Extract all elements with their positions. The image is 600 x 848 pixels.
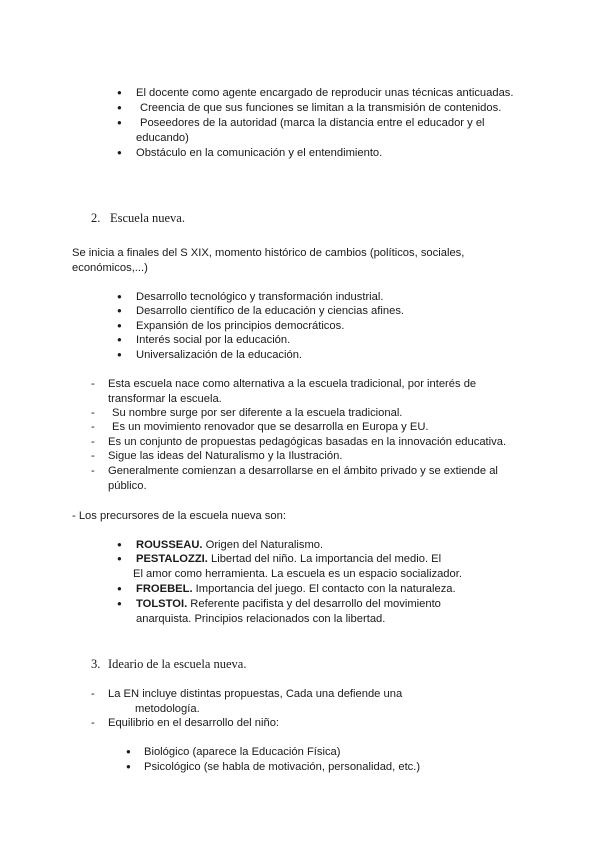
section-2-number: 2. bbox=[91, 211, 101, 225]
bullet-icon: ● bbox=[117, 321, 122, 330]
list-item: El docente como agente encargado de reproducir unas técnicas anticuadas. bbox=[136, 87, 514, 99]
bullet-icon: ● bbox=[117, 584, 122, 593]
precursors-intro: - Los precursores de la escuela nueva son: bbox=[72, 510, 286, 522]
bullet-icon: ● bbox=[126, 747, 131, 756]
dash-item: Generalmente comienzan a desarrollarse en el ámbito privado y se extiende al bbox=[108, 465, 498, 477]
bullet-icon: ● bbox=[117, 335, 122, 344]
bullet-icon: ● bbox=[126, 762, 131, 771]
precursor-item bbox=[136, 597, 441, 611]
list-item: Obstáculo en la comunicación y el entendimiento. bbox=[136, 147, 383, 159]
dash-item: Su nombre surge por ser diferente a la escuela tradicional. bbox=[112, 407, 403, 419]
precursor-item bbox=[136, 552, 441, 566]
section-2-intro: Se inicia a finales del S XIX, momento histórico de cambios (políticos, sociales, bbox=[72, 247, 465, 259]
list-item: Desarrollo tecnológico y transformación industrial. bbox=[136, 291, 384, 303]
bullet-icon: ● bbox=[117, 88, 122, 97]
dash-item: Esta escuela nace como alternativa a la escuela tradicional, por interés de bbox=[108, 378, 477, 390]
dash-item: Es un movimiento renovador que se desarrolla en Europa y EU. bbox=[112, 421, 429, 433]
list-item: Poseedores de la autoridad (marca la distancia entre el educador y el bbox=[140, 117, 485, 129]
precursor-item-continuation: anarquista. Principios relacionados con la libertad. bbox=[136, 613, 386, 625]
dash-item-continuation: metodología. bbox=[135, 703, 200, 715]
list-item: Creencia de que sus funciones se limitan a la transmisión de contenidos. bbox=[140, 102, 502, 114]
bullet-icon: ● bbox=[117, 350, 122, 359]
section-3-number: 3. bbox=[91, 657, 101, 671]
section-2-intro-continuation: económicos,...) bbox=[72, 262, 148, 274]
precursor-description: Origen del Naturalismo. bbox=[202, 539, 324, 551]
dash-marker: - bbox=[91, 465, 95, 477]
dash-marker: - bbox=[91, 436, 95, 448]
dash-marker: - bbox=[91, 407, 95, 419]
dash-item: Sigue las ideas del Naturalismo y la Ilustración. bbox=[108, 450, 343, 462]
precursor-item bbox=[136, 538, 323, 552]
section-2-title: Escuela nueva. bbox=[110, 211, 185, 225]
precursor-description: Referente pacifista y del desarrollo del movimiento bbox=[187, 598, 441, 610]
list-item: Expansión de los principios democráticos. bbox=[136, 320, 345, 332]
precursor-description: Importancia del juego. El contacto con la naturaleza. bbox=[192, 583, 456, 595]
bullet-icon: ● bbox=[117, 292, 122, 301]
precursor-name: FROEBEL. bbox=[136, 583, 193, 595]
dash-marker: - bbox=[91, 450, 95, 462]
list-item: Desarrollo científico de la educación y ciencias afines. bbox=[136, 305, 405, 317]
list-item-continuation: educando) bbox=[136, 132, 189, 144]
precursor-name: TOLSTOI. bbox=[136, 598, 188, 610]
list-item: Interés social por la educación. bbox=[136, 334, 291, 346]
precursor-name: ROUSSEAU. bbox=[136, 539, 203, 551]
dash-marker: - bbox=[91, 717, 95, 729]
dash-marker: - bbox=[91, 421, 95, 433]
precursor-item-continuation: El amor como herramienta. La escuela es un espacio socializador. bbox=[133, 568, 462, 580]
dash-item: La EN incluye distintas propuestas, Cada una defiende una bbox=[108, 688, 403, 700]
dash-item: Es un conjunto de propuestas pedagógicas basadas en la innovación educativa. bbox=[108, 436, 507, 448]
dash-marker: - bbox=[91, 688, 95, 700]
dash-item-continuation: transformar la escuela. bbox=[108, 393, 222, 405]
bullet-icon: ● bbox=[117, 540, 122, 549]
bullet-icon: ● bbox=[117, 306, 122, 315]
precursor-name: PESTALOZZI. bbox=[136, 553, 208, 565]
list-item: Psicológico (se habla de motivación, personalidad, etc.) bbox=[144, 761, 421, 773]
section-3-title: Ideario de la escuela nueva. bbox=[108, 657, 247, 671]
bullet-icon: ● bbox=[117, 554, 122, 563]
bullet-icon: ● bbox=[117, 599, 122, 608]
list-item: Biológico (aparece la Educación Física) bbox=[144, 746, 341, 758]
bullet-icon: ● bbox=[117, 103, 122, 112]
dash-item-continuation: público. bbox=[108, 480, 147, 492]
list-item: Universalización de la educación. bbox=[136, 349, 303, 361]
precursor-item bbox=[136, 582, 456, 596]
bullet-icon: ● bbox=[117, 118, 122, 127]
precursor-description: Libertad del niño. La importancia del medio. El bbox=[207, 553, 442, 565]
dash-marker: - bbox=[91, 378, 95, 390]
dash-item: Equilibrio en el desarrollo del niño: bbox=[108, 717, 280, 729]
bullet-icon: ● bbox=[117, 148, 122, 157]
